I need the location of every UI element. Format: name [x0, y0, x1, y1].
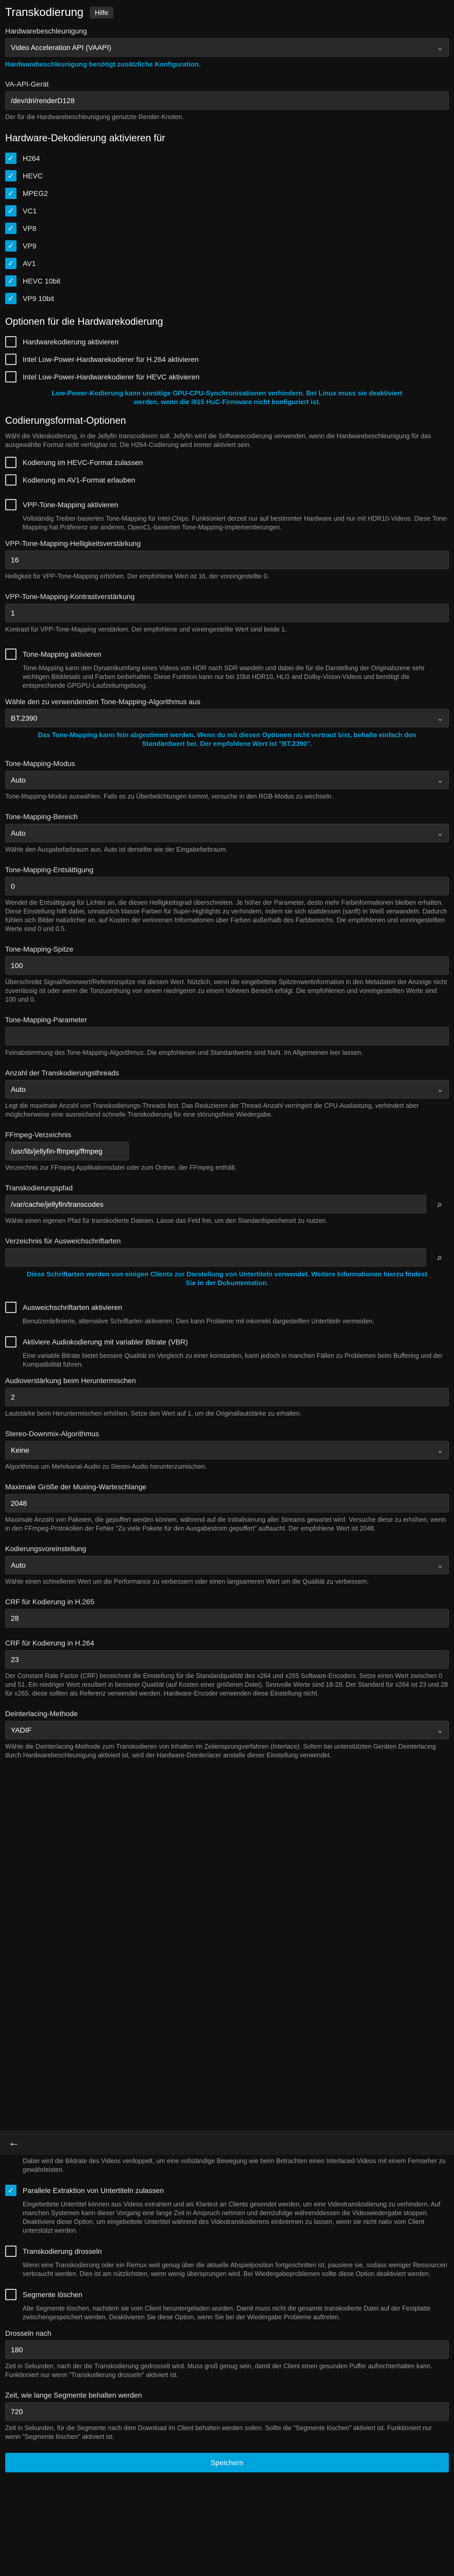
checkbox-label: Parallele Extraktion von Untertiteln zulassen: [23, 2186, 164, 2195]
segments-help: Alte Segmente löschen, nachdem sie vom Client heruntergeladen wurden. Damit muss nicht die gesamte transkodierte Datei auf der Festplatte zwischengespeichert werden. Deaktivieren Sie diese Option, wenn Sie bei der Wiedergabe Probleme auftreten.: [23, 2305, 431, 2321]
hwaccel-field: [5, 27, 449, 69]
preset-value: Auto: [11, 1561, 26, 1569]
tonemap-param-field: [5, 1016, 449, 1057]
audioboost-label: Audioverstärkung beim Heruntermischen: [5, 1376, 136, 1385]
checkbox-box[interactable]: [5, 1336, 16, 1348]
vpp-brightness-input[interactable]: 16: [5, 551, 449, 569]
deinterlace-field: [5, 1709, 449, 1760]
fonts-row: [5, 1248, 449, 1267]
deinterlace-help: Wähle die Deinterlacing-Methode zum Transkodieren von Inhalten im Zeilensprungverfahren (Interlace). Sofern bei unterstützten Geräten Deinterlacing durch Hardwarebeschleunigung aktiviert ist, wird der Hardware-Deinterlacer anstelle dieser Einstellung verwendet.: [5, 1743, 436, 1759]
tonemap-param-label: Tone-Mapping-Parameter: [5, 1016, 87, 1024]
checkbox-box[interactable]: [5, 2246, 16, 2257]
throttle-checkbox[interactable]: [5, 2242, 449, 2260]
hwaccel-help: Hardwarebeschleunigung benötigt zusätzliche Konfiguration.: [5, 60, 201, 68]
fonts-label: Verzeichnis für Ausweichschriftarten: [5, 1237, 121, 1245]
threads-select[interactable]: [5, 1080, 449, 1099]
chevron-down-icon: ⌄: [437, 43, 443, 52]
vaapi-field: [5, 80, 449, 122]
chevron-down-icon: ⌄: [437, 1725, 443, 1734]
checkbox-box[interactable]: [5, 336, 16, 347]
tonemap-group: [5, 645, 449, 690]
settings-page: [5, 0, 449, 1771]
threads-help: Legt die maximale Anzahl von Transkodierungs-Threads fest. Das Reduzieren der Thread-Anzahl verringert die CPU-Auslastung, verhindert aber möglicherweise eine ausreichend schnelle Transkodierung für eine störungsfreie Wiedergabe.: [5, 1102, 419, 1118]
checkbox-label: Ausweichschriftarten aktivieren: [23, 1303, 122, 1311]
tonemap-peak-field: [5, 945, 449, 1004]
throttleafter-help: Zeit in Sekunden, nach der die Transkodierung gedrosselt wird. Muss groß genug sein, damit der Client einen gesunden Puffer aufrechterhalten kann. Funktioniert nur wenn "Transkodierung drosseln" aktiviert ist.: [5, 2363, 432, 2379]
codec-list: [5, 149, 449, 307]
checkbox-box[interactable]: [5, 499, 16, 510]
chevron-down-icon: ⌄: [437, 713, 443, 722]
tonemap-range-field: [5, 812, 449, 854]
lowpower-h264-checkbox[interactable]: [5, 351, 449, 368]
tonemap-desat-label: Tone-Mapping-Entsättigung: [5, 866, 94, 874]
threads-field: [5, 1069, 449, 1119]
tonemap-help: Tone-Mapping kann den Dynamikumfang eines Videos von HDR nach SDR wandeln und dabei die für die Darstellung der Originalszene sehr wichtigen Bilddetails und Farben beibehalten. Diese Funktion kann nur bei 10bit HDR10, HLG and Dolby-Vision-Videos und benötigt die entsprechende GPGPU-Laufzeitumgebung.: [23, 664, 425, 689]
throttle-group: [5, 2242, 449, 2279]
codec-checkbox[interactable]: [5, 237, 449, 255]
tonemap-peak-label: Tone-Mapping-Spitze: [5, 945, 74, 953]
checkbox-box[interactable]: [5, 1302, 16, 1313]
tonemap-desat-field: [5, 866, 449, 934]
checkbox-box[interactable]: [5, 354, 16, 365]
checkbox-box-checked[interactable]: ✓: [5, 205, 16, 217]
fallback-fonts-group: [5, 1299, 449, 1326]
codec-checkbox[interactable]: [5, 185, 449, 202]
decoding-title: Hardware-Dekodierung aktivieren für: [5, 133, 165, 144]
keepsegments-input[interactable]: 720: [5, 2402, 449, 2421]
tonemap-algo-warning: Das Tone-Mapping kann fein abgestimmt werden. Wenn du mit diesen Optionen nicht vertraut bist, behalte einfach den Standardwert bei. Der empfohlene Wert ist "BT.2390".: [38, 731, 416, 747]
help-button[interactable]: Hilfe: [90, 7, 113, 19]
transpath-help: Wähle einen eigenen Pfad für transkodierte Dateien. Lasse das Feld frei, um den Standardspeicherort zu nutzen.: [5, 1217, 328, 1224]
muxing-help: Maximale Anzahl von Paketen, die gepuffert werden können, während auf die Initialisierung aller Streams gewartet wird. Versuche diese zu erhöhen, wenn in den FFmpeg-Protokollen der Fehler "Zu viele Pakete für den Ausgabestrom gepuffert" auftaucht. Der empfohlene Wert ist 2048.: [5, 1516, 446, 1532]
tonemap-range-value: Auto: [11, 829, 26, 837]
tonemap-checkbox[interactable]: [5, 645, 449, 663]
checkbox-box-checked[interactable]: ✓: [5, 240, 16, 252]
crf265-label: CRF für Kodierung in H.265: [5, 1598, 94, 1606]
crf265-input[interactable]: 28: [5, 1609, 449, 1627]
subextract-help: Eingebettete Untertitel können aus Videos extrahiert und als Klartext an Clients gesendet werden, um eine Videotranskodierung zu verhindern. Auf manchen Systemen kann dieser Vorgang eine lange Zeit in Anspruch nehmen und demzufolge währenddessen die Videowiedergabe stoppen. Deaktiviere diese Option, um eingebettete Untertitel während des Videotranskodierens einbrennen zu lassen, wenn sie nicht nativ vom Client unterstützt werden.: [23, 2201, 441, 2234]
checkbox-label: VPP-Tone-Mapping aktivieren: [23, 501, 119, 509]
codec-label: HEVC: [23, 172, 43, 180]
tonemap-desat-help: Wendet die Entsättigung für Lichter an, die diesen Helligkeitsgrad überschreiten. Je höher der Parameter, desto mehr Farbinformationen bleiben erhalten. Diese Einstellung hilft dabei, unnatürlich blasse Farben für Super-Highlights zu verhindern, indem sie sich stattdessen (sanft) in Weiß verwandeln. Dadurch fühlen sich Bilder natürlicher an, auf Kosten der verlorenen Informationen über Farben außerhalb des Farbbereichs. Die empfohlenen und voreingestellten Werte sind 0 und 0.5.: [5, 899, 447, 933]
throttleafter-field: [5, 2329, 449, 2380]
vpp-brightness-label: VPP-Tone-Mapping-Helligkeitsverstärkung: [5, 539, 141, 547]
crf264-input[interactable]: 23: [5, 1650, 449, 1669]
checkbox-box[interactable]: [5, 457, 16, 468]
save-button[interactable]: Speichern: [5, 2453, 449, 2472]
throttle-help: Wenn eine Transkodierung oder ein Remux weit genug über die aktuelle Abspielposition fortgeschritten ist, pausiere sie, sodass weniger Ressourcen verbraucht werden. Dies ist am nützlichsten, wenn wenig übersprungen wird. Bei Wiedergabeproblemen sollte diese Option deaktiviert werden.: [23, 2262, 447, 2278]
page-header: [5, 0, 449, 25]
checkbox-box-checked[interactable]: ✓: [5, 258, 16, 269]
checkbox-label: Segmente löschen: [23, 2290, 82, 2299]
codec-label: HEVC 10bit: [23, 277, 61, 285]
tonemap-algo-value: BT.2390: [11, 714, 38, 722]
subextract-checkbox[interactable]: [5, 2182, 449, 2199]
lowpower-warning: Low-Power-Kodierung kann unnötige GPU-CPU-Synchronisationen verhindern. Bei Linux muss sie deaktiviert werden, wenn die i915 HuC-Firmware nicht konfiguriert ist.: [52, 389, 402, 406]
tonemap-mode-select[interactable]: [5, 771, 449, 789]
codec-label: VP8: [23, 224, 37, 232]
downmix-label: Stereo-Downmix-Algorithmus: [5, 1430, 99, 1438]
hwaccel-value: Video Acceleration API (VAAPI): [11, 43, 111, 52]
checkbox-label: Transkodierung drosseln: [23, 2247, 102, 2255]
chevron-down-icon: ⌄: [437, 1445, 443, 1454]
tonemap-mode-value: Auto: [11, 776, 26, 784]
vpp-contrast-field: [5, 592, 449, 634]
format-help: Wähl die Videokodierung, in die Jellyfin transcodieren soll. Jellyfin wird die Softwarecodierung verwenden, wenn die Hardwarebeschleunigung für das ausgewählte Format nicht verfügbar ist. Die H264-Codierung wird immer aktiviert sein.: [5, 433, 431, 448]
throttleafter-input[interactable]: 180: [5, 2340, 449, 2359]
transpath-input[interactable]: /var/cache/jellyfin/transcodes: [5, 1195, 426, 1214]
hwaccel-select[interactable]: [5, 38, 449, 57]
fonts-field: [5, 1237, 449, 1287]
segments-checkbox[interactable]: [5, 2286, 449, 2303]
codec-checkbox[interactable]: [5, 290, 449, 307]
fonts-warning: Diese Schriftarten werden von einigen Clients zur Darstellung von Untertiteln verwendet. Weitere Informationen hierzu findest Sie in der Dokumentation.: [26, 1270, 427, 1287]
tonemap-peak-input[interactable]: 100: [5, 956, 449, 975]
codec-checkbox[interactable]: [5, 272, 449, 290]
settings-page-lower: [5, 2157, 449, 2472]
format-title: Codierungsformat-Optionen: [5, 416, 126, 426]
codec-checkbox[interactable]: [5, 202, 449, 220]
vbr-group: [5, 1333, 449, 1369]
keepsegments-field: [5, 2391, 449, 2441]
fonts-input[interactable]: [5, 1248, 426, 1267]
chevron-down-icon: ⌄: [437, 828, 443, 837]
fallback-fonts-help: Benutzerdefinierte, alternative Schriftarten aktivieren. Dies kann Probleme mit inkorrekt dargestellten Untertiteln vermeiden.: [23, 1318, 375, 1325]
doublerate-help: Dabei wird die Bildrate des Videos verdoppelt, um eine vollständige Bewegung wie beim Betrachten eines Interlaced-Videos mit einem Fernseher zu gewährleisten.: [23, 2157, 446, 2173]
checkbox-box-checked[interactable]: ✓: [5, 275, 16, 287]
codec-label: MPEG2: [23, 189, 48, 197]
vpp-contrast-input[interactable]: 1: [5, 604, 449, 622]
preset-select[interactable]: [5, 1556, 449, 1574]
chevron-down-icon: ⌄: [437, 1085, 443, 1093]
keepsegments-label: Zeit, wie lange Segmente behalten werden: [5, 2391, 142, 2399]
tonemap-mode-label: Tone-Mapping-Modus: [5, 759, 75, 768]
keepsegments-help: Zeit in Sekunden, für die Segmente nach dem Download im Client behalten werden sollen. Sollte die "Segmente löschen" aktiviert ist. Funktioniert nur wenn "Segmente löschen" aktiviert ist.: [5, 2424, 432, 2440]
crf264-help: Der Constant Rate Factor (CRF) bezeichnet die Einstellung für die Standardqualität des x264 und x265 Software-Encoders. Setze einen Wert zwischen 0 und 51. Ein niedriger Wert resultiert in besserer Qualität (auf Kosten einer größeren Datei). Sinnvolle Werte sind 18-28. Der Standard für x264 ist 23 und 28 für x265, diese sollten als Referenz verwendet werden. Hardware-Encoder verwenden diese Einstellung nicht.: [5, 1672, 448, 1697]
vpp-contrast-help: Kontrast für VPP-Tone-Mapping verstärken. Der empfohlene und voreingestellte Wert sind beide 1.: [5, 626, 287, 633]
allow-av1-checkbox[interactable]: [5, 471, 449, 489]
codec-checkbox[interactable]: [5, 220, 449, 237]
downmix-select[interactable]: [5, 1441, 449, 1459]
vpp-tonemap-group: [5, 496, 449, 532]
threads-value: Auto: [11, 1085, 26, 1093]
vaapi-label: VA-API-Gerät: [5, 80, 49, 88]
audioboost-field: [5, 1376, 449, 1418]
tonemap-peak-help: Überschreibt Signal/Nennwert/Referenzspitze mit diesem Wert. Nützlich, wenn die eingebettete Spitzenwertinformation in den Metadaten der Anzeige nicht zuverlässig ist oder wenn die Tonzuordnung von einem niedrigeren zu einem höheren Bereich erfolgt. Die empfohlenen und voreingestellten Werte sind 100 und 0.: [5, 978, 447, 1003]
checkbox-box-checked[interactable]: ✓: [5, 2185, 16, 2196]
page-title: Transkodierung: [5, 6, 84, 19]
checkbox-box[interactable]: [5, 371, 16, 383]
checkbox-label: Intel Low-Power-Hardwarekodierer für H.264 aktivieren: [23, 355, 199, 363]
codec-checkbox[interactable]: [5, 149, 449, 167]
codec-checkbox[interactable]: [5, 167, 449, 185]
tonemap-algo-label: Wähle den zu verwendenden Tone-Mapping-Algorithmus aus: [5, 697, 200, 706]
search-icon[interactable]: ⌕: [436, 1252, 443, 1262]
fallback-fonts-checkbox[interactable]: [5, 1299, 449, 1316]
preset-label: Kodierungsvoreinstellung: [5, 1544, 87, 1553]
lowpower-hevc-checkbox[interactable]: [5, 368, 449, 386]
checkbox-label: Kodierung im AV1-Format erlauben: [23, 476, 136, 484]
checkbox-label: Aktiviere Audiokodierung mit variabler Bitrate (VBR): [23, 1338, 188, 1346]
codec-label: VP9 10bit: [23, 294, 54, 303]
transpath-label: Transkodierungspfad: [5, 1184, 73, 1192]
checkbox-label: Tone-Mapping aktivieren: [23, 650, 102, 658]
checkbox-box[interactable]: [5, 2289, 16, 2300]
audioboost-input[interactable]: 2: [5, 1388, 449, 1406]
codec-label: AV1: [23, 259, 36, 268]
crf264-field: [5, 1639, 449, 1698]
crf264-label: CRF für Kodierung in H.264: [5, 1639, 94, 1647]
codec-checkbox[interactable]: [5, 255, 449, 272]
nav-bar: [0, 2130, 454, 2155]
checkbox-box-checked[interactable]: ✓: [5, 188, 16, 199]
tonemap-algo-field: [5, 697, 449, 748]
codec-label: VC1: [23, 207, 37, 215]
tonemap-param-help: Feinabstimmung des Tone-Mapping-Algorithmus. Die empfohlenen und Standardwerte sind NaN. Im Allgemeinen leer lassen.: [5, 1049, 363, 1056]
checkbox-box-checked[interactable]: ✓: [5, 153, 16, 164]
downmix-value: Keine: [11, 1446, 29, 1454]
tonemap-param-input[interactable]: [5, 1027, 449, 1045]
back-arrow-icon[interactable]: ←: [8, 2136, 20, 2149]
threads-label: Anzahl der Transkodierungsthreads: [5, 1069, 120, 1077]
transpath-row: [5, 1195, 449, 1214]
deinterlace-select[interactable]: [5, 1721, 449, 1739]
vaapi-help: Der für die Hardwarebeschleunigung genutzte Render-Knoten.: [5, 113, 184, 121]
downmix-help: Algorithmus um Mehrkanal-Audio zu Stereo-Audio herunterzumischen.: [5, 1463, 207, 1470]
muxing-field: [5, 1483, 449, 1533]
tonemap-range-select[interactable]: [5, 824, 449, 842]
vaapi-input[interactable]: /dev/dri/renderD128: [5, 91, 449, 110]
preset-help: Wähle einen schnelleren Wert um die Performance zu verbessern oder einen langsameren Wert um die Qualität zu verbessern.: [5, 1578, 369, 1585]
enable-hw-encoding-checkbox[interactable]: [5, 333, 449, 351]
search-icon[interactable]: ⌕: [436, 1199, 443, 1209]
muxing-input[interactable]: 2048: [5, 1494, 449, 1513]
vpp-tonemap-checkbox[interactable]: [5, 496, 449, 513]
codec-label: VP9: [23, 242, 37, 250]
preset-field: [5, 1544, 449, 1586]
checkbox-label: Hardwarekodierung aktivieren: [23, 338, 119, 346]
transpath-field: [5, 1184, 449, 1225]
ffmpeg-help: Verzeichnis zur FFmpeg Applikationsdatei oder zum Ordner, der FFmpeg enthält.: [5, 1164, 237, 1171]
ffmpeg-field: [5, 1131, 449, 1172]
chevron-down-icon: ⌄: [437, 775, 443, 784]
checkbox-label: Intel Low-Power-Hardwarekodierer für HEVC aktivieren: [23, 373, 200, 381]
ffmpeg-input: /usr/lib/jellyfin-ffmpeg/ffmpeg: [5, 1142, 129, 1160]
segments-group: [5, 2286, 449, 2322]
checkbox-box-checked[interactable]: ✓: [5, 293, 16, 304]
encoding-title: Optionen für die Hardwarekodierung: [5, 317, 163, 327]
ffmpeg-label: FFmpeg-Verzeichnis: [5, 1131, 72, 1139]
vbr-help: Eine variable Bitrate bietet bessere Qualität im Vergleich zu einer konstanten, kann jedoch in manchen Fällen zu Problemen beim Buffering und der Kompatibilität führen.: [23, 1352, 443, 1368]
chevron-down-icon: ⌄: [437, 1560, 443, 1569]
hwaccel-label: Hardwarebeschleunigung: [5, 27, 87, 35]
tonemap-range-help: Wähle den Ausgabefarbraum aus. Auto ist derselbe wie der Eingabefarbraum.: [5, 846, 228, 853]
vpp-brightness-field: [5, 539, 449, 581]
vpp-help: Vollständig Treiber-basiertes Tone-Mapping für Intel-Chips. Funktioniert derzeit nur auf bestimmter Hardware und nur mit HDR10-Videos. Diese Tone-Mapping hat Präferenz vor anderen, OpenCL-basierten Tone-Mapping-Implementierungen.: [23, 515, 449, 531]
codec-label: H264: [23, 154, 40, 162]
checkbox-box-checked[interactable]: ✓: [5, 223, 16, 234]
deinterlace-label: Deinterlacing-Methode: [5, 1709, 78, 1718]
checkbox-box-checked[interactable]: ✓: [5, 170, 16, 181]
checkbox-box[interactable]: [5, 474, 16, 486]
checkbox-box[interactable]: [5, 649, 16, 660]
downmix-field: [5, 1430, 449, 1471]
tonemap-mode-help: Tone-Mapping-Modus auswählen. Falls es zu Überbelichtungen kommt, versuche in den RGB-Modus zu wechseln.: [5, 793, 333, 800]
deinterlace-value: YADIF: [11, 1726, 32, 1734]
vpp-contrast-label: VPP-Tone-Mapping-Kontrastverstärkung: [5, 592, 135, 601]
tonemap-desat-input[interactable]: 0: [5, 877, 449, 895]
tonemap-algo-select[interactable]: [5, 709, 449, 727]
vpp-brightness-help: Helligkeit für VPP-Tone-Mapping erhöhen. Der empfohlene Wert ist 16, der voreingestellte 0.: [5, 573, 269, 580]
crf265-field: [5, 1598, 449, 1627]
muxing-label: Maximale Größe der Muxing-Warteschlange: [5, 1483, 147, 1491]
vbr-checkbox[interactable]: [5, 1333, 449, 1351]
subextract-group: [5, 2182, 449, 2235]
audioboost-help: Lautstärke beim Heruntermischen erhöhen. Setze den Wert auf 1, um die Originallautstärke zu erhalten.: [5, 1410, 302, 1417]
tonemap-mode-field: [5, 759, 449, 801]
allow-hevc-checkbox[interactable]: [5, 454, 449, 471]
checkbox-label: Kodierung im HEVC-Format zulassen: [23, 458, 143, 467]
throttleafter-label: Drosseln nach: [5, 2329, 52, 2337]
tonemap-range-label: Tone-Mapping-Bereich: [5, 812, 78, 821]
